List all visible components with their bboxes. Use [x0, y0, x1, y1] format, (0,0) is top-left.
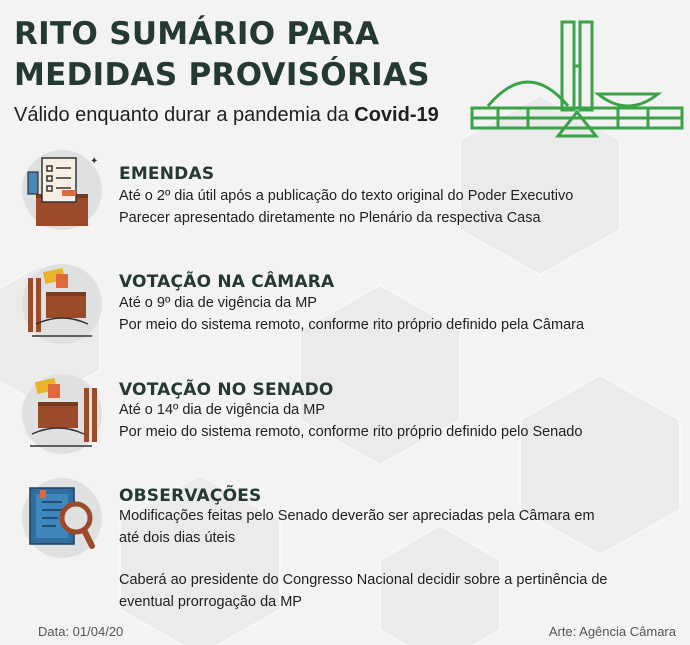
section-text: eventual prorrogação da MP [119, 594, 302, 610]
section-title: VOTAÇÃO NA CÂMARA [119, 272, 335, 292]
section-title: VOTAÇÃO NO SENADO [119, 380, 334, 400]
document-magnifier-icon [22, 478, 102, 558]
section-text: até dois dias úteis [119, 530, 236, 546]
subtitle-text: Válido enquanto durar a pandemia da [14, 104, 355, 126]
vote-box-icon [22, 264, 102, 344]
section-text: Até o 9º dia de vigência da MP [119, 295, 317, 311]
congress-building-icon [468, 18, 686, 140]
svg-text:✦: ✦ [90, 156, 99, 167]
section-text: Modificações feitas pelo Senado deverão ser apreciadas pela Câmara em [119, 508, 595, 524]
title-line-1: RITO SUMÁRIO PARA [14, 16, 380, 52]
subtitle [14, 104, 439, 127]
section-text: Parecer apresentado diretamente no Plenário da respectiva Casa [119, 210, 541, 226]
section-title: OBSERVAÇÕES [119, 486, 262, 506]
section-title: EMENDAS [119, 164, 215, 184]
section-text: Caberá ao presidente do Congresso Nacional decidir sobre a pertinência de [119, 572, 608, 588]
section-text: Até o 2º dia útil após a publicação do texto original do Poder Executivo [119, 188, 574, 204]
title-line-2: MEDIDAS PROVISÓRIAS [14, 57, 430, 93]
subtitle-highlight: Covid-19 [354, 104, 439, 126]
section-text: Até o 14º dia de vigência da MP [119, 402, 326, 418]
ballot-document-icon [22, 150, 102, 230]
vote-box-icon [22, 374, 102, 454]
section-text: Por meio do sistema remoto, conforme rito próprio definido pela Câmara [119, 317, 585, 333]
footer-credit: Arte: Agência Câmara [548, 624, 676, 639]
section-text: Por meio do sistema remoto, conforme rito próprio definido pelo Senado [119, 424, 583, 440]
footer-date: Data: 01/04/20 [38, 624, 124, 639]
page-title [14, 14, 430, 96]
